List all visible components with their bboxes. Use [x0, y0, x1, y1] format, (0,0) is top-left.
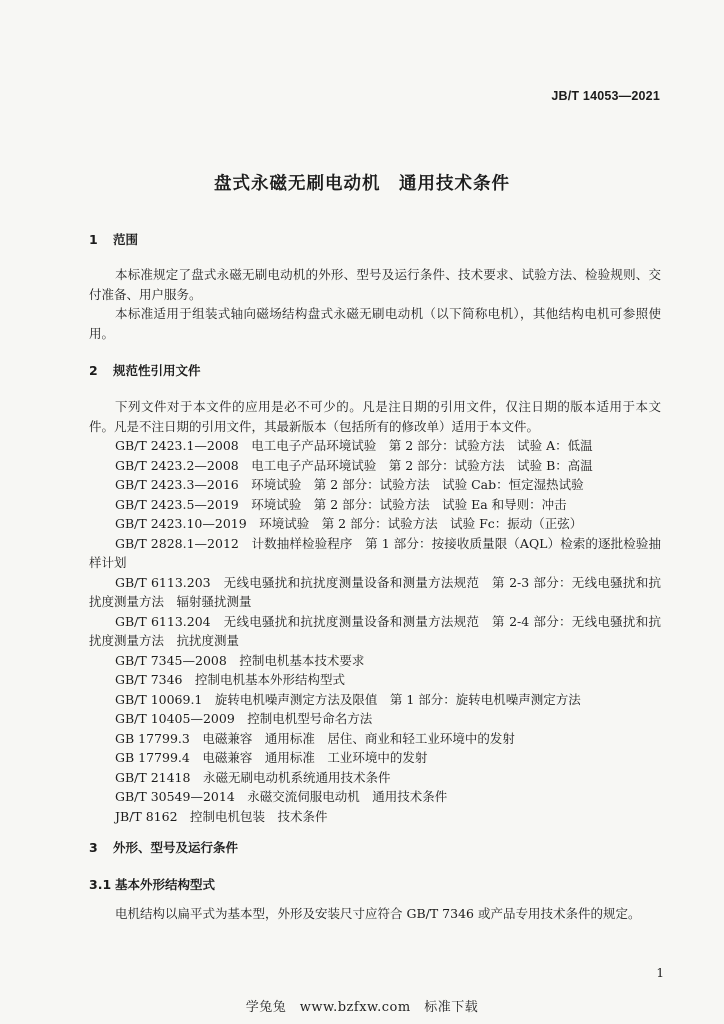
section-title: 基本外形结构型式: [115, 877, 216, 892]
reference-list: [89, 436, 661, 826]
footer-watermark: 学兔兔 www.bzfxw.com 标准下载: [245, 1000, 479, 1015]
section-number: 3.1: [89, 877, 112, 892]
reference-item: GB/T 30549—2014 永磁交流伺服电动机 通用技术条件: [115, 789, 448, 804]
reference-item: GB/T 2828.1—2012 计数抽样检验程序 第 1 部分：按接收质量限（AQL）检索的逐批检验抽样计划: [89, 535, 661, 570]
section-number: 3: [89, 840, 98, 855]
document-title: 盘式永磁无刷电动机 通用技术条件: [214, 174, 510, 194]
normative-intro: 下列文件对于本文件的应用是必不可少的。凡是注日期的引用文件，仅注日期的版本适用于本文件。凡是不注日期的引用文件，其最新版本（包括所有的修改单）适用于本文件。: [89, 399, 661, 434]
section-3-heading: [89, 838, 238, 856]
reference-item: GB/T 2423.1—2008 电工电子产品环境试验 第 2 部分：试验方法 试验 A：低温: [115, 438, 593, 453]
section-1-heading: [89, 230, 138, 248]
section-number: 1: [89, 232, 98, 247]
reference-item: GB/T 10069.1 旋转电机噪声测定方法及限值 第 1 部分：旋转电机噪声测定方法: [115, 691, 581, 707]
reference-item: GB/T 2423.5—2019 环境试验 第 2 部分：试验方法 试验 Ea 和导则：冲击: [115, 496, 567, 512]
standard-code: JB/T 14053—2021: [551, 89, 660, 103]
section-title: 规范性引用文件: [113, 363, 201, 378]
reference-item: JB/T 8162 控制电机包装 技术条件: [115, 808, 328, 824]
reference-item: GB/T 21418 永磁无刷电动机系统通用技术条件: [115, 769, 391, 785]
reference-item: GB/T 7346 控制电机基本外形结构型式: [115, 672, 346, 687]
section-title: 外形、型号及运行条件: [113, 840, 239, 855]
reference-item: GB/T 2423.2—2008 电工电子产品环境试验 第 2 部分：试验方法 试验 B：高温: [115, 457, 593, 473]
section-3-1-heading: [89, 875, 215, 893]
reference-item: GB/T 6113.203 无线电骚扰和抗扰度测量设备和测量方法规范 第 2-3 部分：无线电骚扰和抗扰度测量方法 辐射骚扰测量: [89, 574, 661, 609]
reference-item: GB/T 2423.10—2019 环境试验 第 2 部分：试验方法 试验 Fc：振动（正弦）: [115, 516, 583, 531]
page-number: 1: [656, 966, 664, 980]
reference-item: GB/T 7345—2008 控制电机基本技术要求: [115, 652, 365, 668]
reference-item: GB/T 6113.204 无线电骚扰和抗扰度测量设备和测量方法规范 第 2-4 部分：无线电骚扰和抗扰度测量方法 抗扰度测量: [89, 613, 661, 648]
scope-paragraph-2: 本标准适用于组装式轴向磁场结构盘式永磁无刷电动机（以下简称电机），其他结构电机可参照使用。: [89, 306, 661, 341]
section-number: 2: [89, 363, 98, 378]
reference-item: GB 17799.3 电磁兼容 通用标准 居住、商业和轻工业环境中的发射: [115, 730, 515, 746]
structure-paragraph: 电机结构以扁平式为基本型，外形及安装尺寸应符合 GB/T 7346 或产品专用技术条件的规定。: [115, 906, 641, 921]
reference-item: GB/T 2423.3—2016 环境试验 第 2 部分：试验方法 试验 Cab：恒定湿热试验: [115, 477, 584, 492]
scope-paragraph-1: 本标准规定了盘式永磁无刷电动机的外形、型号及运行条件、技术要求、试验方法、检验规则、交付准备、用户服务。: [89, 267, 661, 302]
section-2-heading: [89, 361, 201, 379]
section-title: 范围: [113, 232, 139, 247]
reference-item: GB 17799.4 电磁兼容 通用标准 工业环境中的发射: [115, 750, 428, 765]
reference-item: GB/T 10405—2009 控制电机型号命名方法: [115, 711, 373, 726]
